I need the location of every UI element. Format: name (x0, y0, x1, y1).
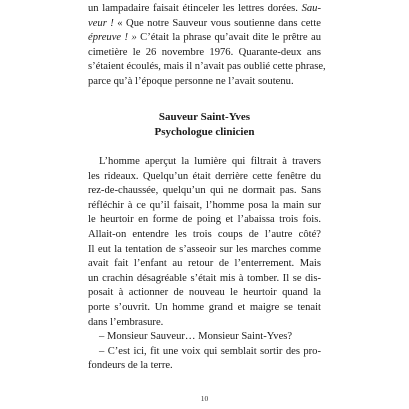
dialogue-line-2: – C’est ici, fit une voix qui semblait sortir des pro- (99, 345, 321, 357)
body-line-9: un crachin désagréable s’était mis à tomber. Il se dis- (88, 272, 321, 284)
body-line-4: réfléchir à ce qu’il faisait, l’homme posa la main sur (88, 199, 321, 211)
section-heading-title: Psychologue clinicien (154, 126, 255, 138)
body-line-3: rez-de-chaussée, quelqu’un qui ne dormait pas. Sans (88, 185, 321, 197)
body-line-10: posait à actionner de nouveau le heurtoir quand la (88, 287, 321, 299)
body-line-2: les rideaux. Quelqu’un était derrière cette fenêtre du (88, 170, 321, 182)
page-number: 10 (200, 394, 209, 403)
text-line-6: parce qu’à l’époque personne ne l’avait soutenu. (88, 76, 294, 87)
body-line-8: avait fait l’enfant au retour de l’enterrement. Mais (88, 258, 321, 270)
body-line-12: dans l’embrasure. (88, 316, 164, 328)
body-line-1: L’homme aperçut la lumière qui filtrait à travers (99, 156, 321, 167)
text-line-1: un lampadaire faisait étinceler les lettres dorées. Sau- (88, 3, 321, 14)
dialogue-line-3: fondeurs de la terre. (88, 360, 173, 372)
text-line-2: veur ! « Que notre Sauveur vous soutienne dans cette (88, 17, 322, 29)
body-line-5: le heurtoir en forme de poing et l’abaissa trois fois. (88, 214, 321, 226)
dialogue-line-1: – Monsieur Sauveur… Monsieur Saint-Yves? (99, 331, 293, 343)
text-line-4: cimetière le 26 novembre 1976. Quarante-deux ans (88, 46, 321, 58)
section-heading-name: Sauveur Saint-Yves (158, 111, 251, 123)
text-line-5: s’étaient écoulés, mais il n’avait pas oublié cette phrase, (88, 61, 326, 73)
text-line-3: épreuve ! » C’était la phrase qu’avait dite le prêtre au (88, 32, 321, 44)
body-line-11: porte s’ouvrit. Un homme grand et maigre se tenait (88, 302, 321, 313)
body-line-6: Allait-on entendre les trois coups de l’autre côté? (88, 229, 321, 240)
body-line-7: Il eut la tentation de s’asseoir sur les marches comme (88, 243, 321, 255)
